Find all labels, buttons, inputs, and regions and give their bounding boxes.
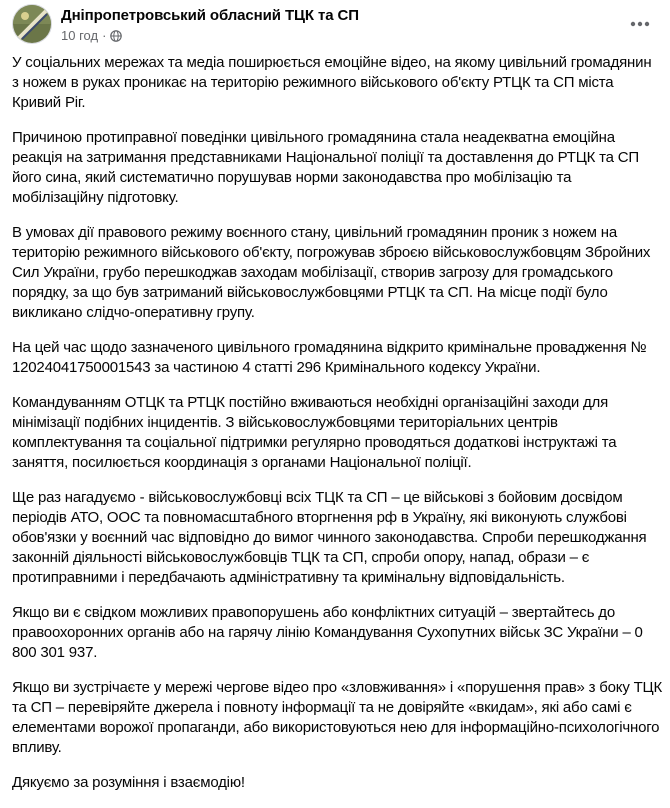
- post-paragraph: Причиною протиправної поведінки цивільного громадянина стала неадекватна емоційна реакція на затримання представниками Національної поліції та доставлення до РТЦК та СП його сина, який систематично порушував норми законодавства про мобілізацію та мобілізаційну підготовку.: [12, 129, 639, 206]
- post-body: [12, 53, 662, 808]
- globe-icon: [110, 30, 122, 45]
- post-timestamp[interactable]: 10 год: [61, 28, 99, 43]
- post-paragraph: Ще раз нагадуємо - військовослужбовці всіх ТЦК та СП – це військові з бойовим досвідом періодів АТО, ООС та повномасштабного вторгнення рф в Україну, які виконують службові обов'язки у воєнний час відповідно до вимог чинного законодавства. Спроби перешкоджання законній діяльності військовослужбовців ТЦК та СП, спроби опору, напад, образи – є протиправними і передбачають адміністративну та кримінальну відповідальність.: [12, 489, 647, 586]
- post-paragraph: Дякуємо за розуміння і взаємодію!: [12, 774, 245, 791]
- military-emblem-icon: [13, 5, 51, 43]
- page-name-link[interactable]: Дніпропетровський обласний ТЦК та СП: [61, 7, 359, 24]
- post-header: [12, 4, 658, 44]
- post-paragraph: Якщо ви зустрічаєте у мережі чергове відео про «зловживання» і «порушення прав» з боку ТЦК та СП – перевіряйте джерела і повноту інформації та не довіряйте «вкидам», які або самі є елементами ворожої пропаганди, або використовуються нею для інформаційно-психологічного впливу.: [12, 679, 662, 756]
- more-options-button[interactable]: [622, 6, 658, 42]
- post-paragraph: У соціальних мережах та медіа поширюється емоційне відео, на якому цивільний громадянин з ножем в руках проникає на територію режимного військового об'єкту РТЦК та СП міста Кривий Ріг.: [12, 54, 652, 111]
- post-paragraph: В умовах дії правового режиму воєнного стану, цивільний громадянин проник з ножем на територію режимного військового об'єкту, погрожував зброєю військовослужбовцям Збройних Сил України, грубо перешкоджав заходам мобілізації, створив загрозу для громадського порядку, за що був затриманий військовослужбовцями РТЦК та СП. На місце події було викликано слідчо-оперативну групу.: [12, 224, 651, 321]
- page-avatar[interactable]: [12, 4, 52, 44]
- post-meta: [61, 28, 122, 45]
- meta-separator: ·: [102, 28, 107, 43]
- post-paragraph: Командуванням ОТЦК та РТЦК постійно вживаються необхідні організаційні заходи для мінімізації подібних інцидентів. З військовослужбовцями територіальних центрів комплектування та соціальної підтримки регулярно проводяться додаткові інструктажі та заняття, посилюється координація з органами Національної поліції.: [12, 394, 617, 471]
- post-paragraph: Якщо ви є свідком можливих правопорушень або конфліктних ситуацій – звертайтесь до правоохоронних органів або на гарячу лінію Командування Сухопутних військ ЗС України – 0 800 301 937.: [12, 604, 643, 661]
- post-paragraph: На цей час щодо зазначеного цивільного громадянина відкрито кримінальне провадження № 12024041750001543 за частиною 4 статті 296 Кримінального кодексу України.: [12, 339, 647, 376]
- more-options-icon: [630, 21, 650, 27]
